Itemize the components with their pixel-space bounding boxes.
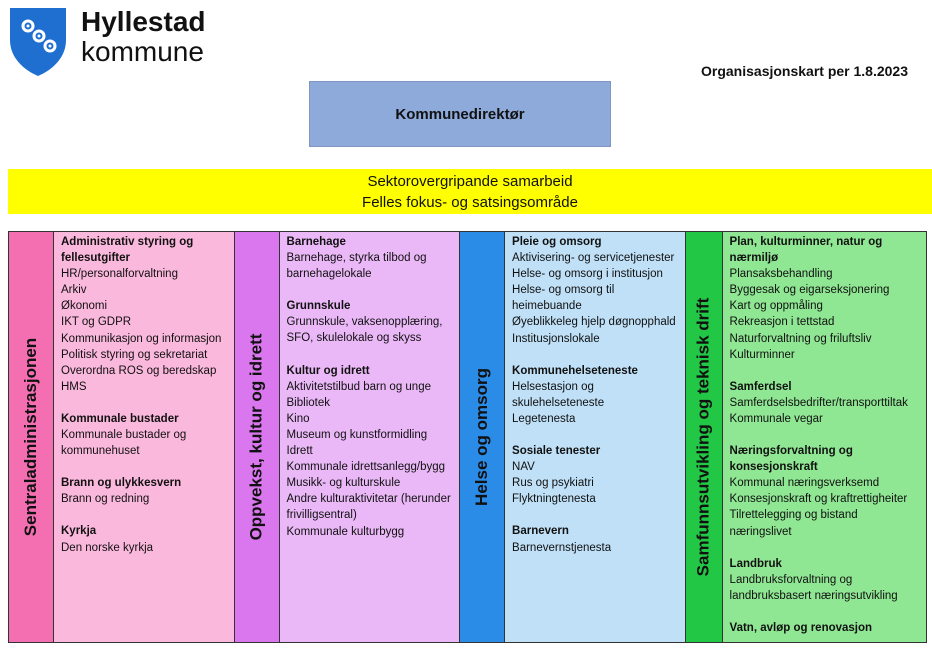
service-item: Landbruksforvaltning og landbruksbasert næringsutvikling [729, 573, 898, 602]
group-heading: Kultur og idrett [286, 364, 370, 377]
column-label-4 [686, 232, 723, 642]
service-group [730, 620, 920, 636]
service-item: Musikk- og kulturskule [286, 477, 401, 490]
director-box [309, 81, 611, 147]
column-body-2 [280, 232, 461, 642]
service-item: Idrett [286, 445, 313, 458]
group-heading: Grunnskule [286, 300, 351, 313]
service-item: Kart og oppmåling [729, 300, 823, 313]
group-heading: Vatn, avløp og renovasjon [729, 621, 873, 634]
group-heading: Næringsforvaltning og konsesjonskraft [729, 445, 853, 474]
logo [8, 6, 208, 78]
service-item: Institusjonslokale [512, 332, 600, 345]
service-group [512, 523, 679, 555]
column-label-2 [235, 232, 280, 642]
coat-of-arms-icon [8, 6, 68, 78]
service-item: Helsestasjon og skulehelseteneste [512, 380, 605, 409]
service-item: Politisk styring og sekretariat [61, 348, 208, 361]
service-group [61, 411, 228, 459]
service-item: HR/personalforvaltning [61, 268, 178, 281]
group-heading: Samferdsel [729, 380, 792, 393]
service-item: Rus og psykiatri [512, 477, 594, 490]
group-heading: Kommunale bustader [61, 412, 179, 425]
group-heading: Plan, kulturminner, natur og nærmiljø [729, 236, 883, 265]
logo-text [81, 8, 206, 66]
group-heading: Brann og ulykkesvern [61, 477, 182, 490]
org-chart-title: Organisasjonskart per 1.8.2023 [701, 63, 908, 79]
column-label-text: Helse og omsorg [472, 368, 492, 506]
column-label-text: Oppvekst, kultur og idrett [246, 333, 266, 541]
service-item: Kommunal næringsverksemd [729, 477, 880, 490]
service-item: Øyeblikkeleg hjelp døgnopphald [512, 316, 676, 329]
service-item: Kino [286, 412, 310, 425]
service-item: Plansaksbehandling [729, 268, 833, 281]
service-item: Naturforvaltning og friluftsliv [729, 332, 872, 345]
service-item: Kulturminner [729, 348, 795, 361]
service-group [287, 234, 454, 282]
service-item: Aktivisering- og servicetjenester [512, 252, 675, 265]
service-item: Museum og kunstformidling [286, 428, 428, 441]
service-item: Barnevernstjenesta [512, 541, 612, 554]
service-item: Brann og redning [61, 493, 150, 506]
service-item: Arkiv [61, 284, 87, 297]
service-item: Bibliotek [286, 396, 330, 409]
service-item: Kommunale bustader og kommunehuset [61, 429, 187, 458]
column-label-text: Sentraladministrasjonen [21, 337, 41, 537]
service-item: Kommunale vegar [729, 412, 823, 425]
service-group [730, 443, 920, 540]
service-item: Aktivitetstilbud barn og unge [286, 380, 431, 393]
service-group [512, 363, 679, 427]
service-item: Kommunikasjon og informasjon [61, 332, 222, 345]
service-item: Samferdselsbedrifter/transporttiltak [729, 396, 908, 409]
director-label: Kommunedirektør [395, 105, 525, 123]
column-body-4 [723, 232, 926, 642]
column-body-1 [54, 232, 235, 642]
logo-name: Hyllestad [81, 6, 206, 37]
service-item: Konsesjonskraft og kraftrettigheiter [729, 493, 908, 506]
service-group [61, 523, 228, 555]
column-label-3 [460, 232, 505, 642]
group-heading: Administrativ styring og fellesutgifter [61, 236, 194, 265]
column-body-3 [505, 232, 686, 642]
service-item: Grunnskule, vaksenopplæring, SFO, skulelokale og skyss [286, 316, 443, 345]
group-heading: Kommunehelseteneste [512, 364, 638, 377]
group-heading: Pleie og omsorg [512, 236, 602, 248]
sector-columns [8, 231, 927, 643]
group-heading: Sosiale tenester [512, 445, 601, 458]
group-heading: Kyrkja [61, 525, 97, 538]
service-item: Barnehage, styrka tilbod og barnehagelokale [286, 252, 427, 281]
service-item: Andre kulturaktivitetar (herunder frivilligsentral) [286, 493, 451, 522]
service-group [287, 298, 454, 346]
service-item: Kommunale kulturbygg [286, 525, 405, 538]
service-group [287, 363, 454, 540]
service-item: HMS [61, 380, 87, 393]
service-group [61, 234, 228, 395]
service-item: Økonomi [61, 300, 108, 313]
service-item: Legetenesta [512, 412, 576, 425]
service-item: Rekreasjon i tettstad [729, 316, 835, 329]
group-heading: Landbruk [729, 557, 782, 570]
sector-bar-line1: Sektorovergripande samarbeid [367, 173, 573, 190]
service-item: Tilrettelegging og bistand næringslivet [729, 509, 858, 538]
sector-bar [8, 169, 932, 214]
service-item: Helse- og omsorg i institusjon [512, 268, 663, 281]
service-group [512, 443, 679, 507]
service-item: Byggesak og eigarseksjonering [729, 284, 890, 297]
column-label-text: Samfunnsutvikling og teknisk drift [693, 297, 713, 577]
service-item: Flyktningtenesta [512, 493, 596, 506]
group-heading: Barnevern [512, 525, 569, 538]
service-group [730, 234, 920, 363]
service-item: Den norske kyrkja [61, 541, 154, 554]
service-item: NAV [512, 461, 535, 474]
service-group [730, 556, 920, 604]
column-label-1 [9, 232, 54, 642]
service-group [61, 475, 228, 507]
sector-bar-line2: Felles fokus- og satsingsområde [362, 194, 578, 211]
logo-sub: kommune [81, 36, 204, 67]
service-item: Overordna ROS og beredskap [61, 364, 217, 377]
service-item: Helse- og omsorg til heimebuande [512, 284, 615, 313]
group-heading: Barnehage [286, 236, 346, 248]
service-item: Kommunale idrettsanlegg/bygg [286, 461, 446, 474]
service-group [512, 234, 679, 347]
service-item: IKT og GDPR [61, 316, 132, 329]
service-group [730, 379, 920, 427]
